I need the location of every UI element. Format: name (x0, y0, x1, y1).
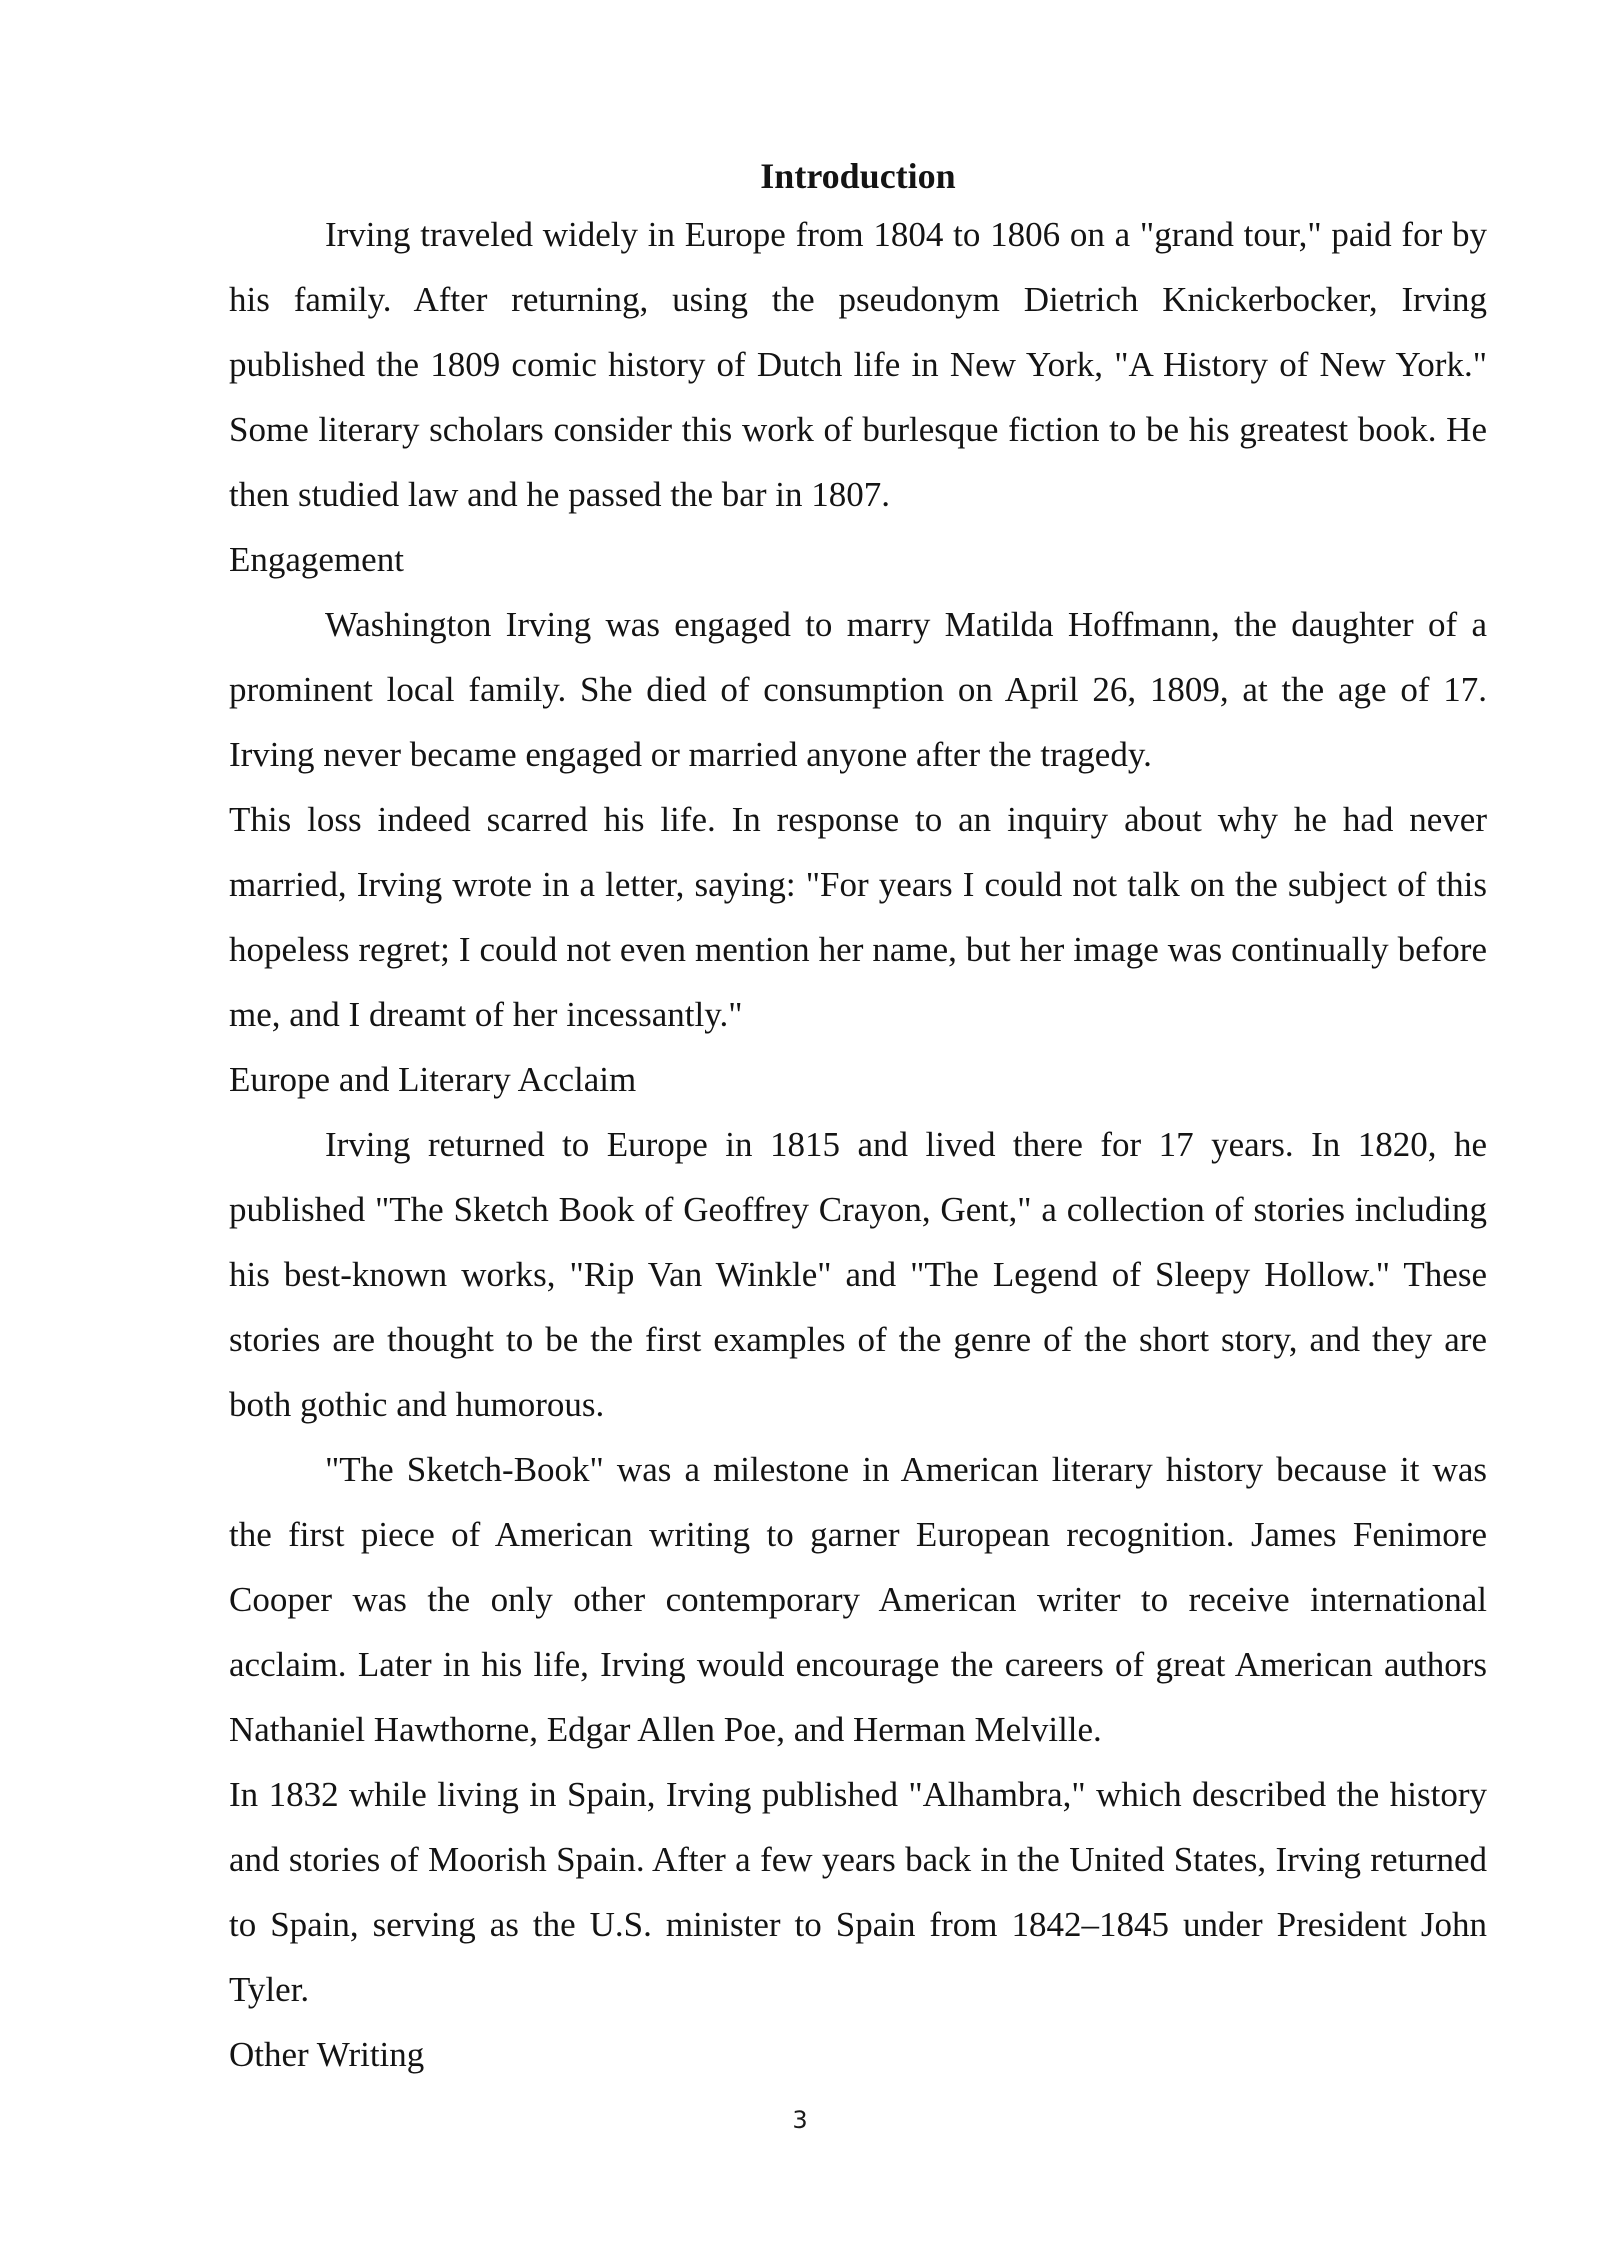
page-number: 3 (792, 2106, 808, 2134)
paragraph-loss: This loss indeed scarred his life. In response to an inquiry about why he had never married, Irving wrote in a letter, saying: "For years I could not talk on the subject of this hopeless regret; I could not even mention her name, but her image was continually before me, and I dreamt of her incessantly." (229, 800, 1487, 1034)
page-title: Introduction (760, 156, 956, 196)
paragraph-alhambra: In 1832 while living in Spain, Irving published "Alhambra," which described the history and stories of Moorish Spain. After a few years back in the United States, Irving returned to Spain, serving as the U.S. minister to Spain from 1842–1845 under President John Tyler. (229, 1775, 1487, 2009)
document-body (229, 150, 1487, 2087)
section-heading-europe: Europe and Literary Acclaim (229, 1060, 637, 1099)
section-heading-other-writing: Other Writing (229, 2035, 425, 2074)
paragraph-return-to-europe: Irving returned to Europe in 1815 and lived there for 17 years. In 1820, he published "The Sketch Book of Geoffrey Crayon, Gent," a collection of stories including his best-known works, "Rip Van Winkle" and "The Legend of Sleepy Hollow." These stories are thought to be the first examples of the genre of the short story, and they are both gothic and humorous. (229, 1125, 1487, 1424)
paragraph-engagement: Washington Irving was engaged to marry Matilda Hoffmann, the daughter of a prominent local family. She died of consumption on April 26, 1809, at the age of 17. Irving never became engaged or married anyone after the tragedy. (229, 605, 1487, 774)
section-heading-engagement: Engagement (229, 540, 404, 579)
paragraph-sketch-book: "The Sketch-Book" was a milestone in American literary history because it was the first piece of American writing to garner European recognition. James Fenimore Cooper was the only other contemporary American writer to receive international acclaim. Later in his life, Irving would encourage the careers of great American authors Nathaniel Hawthorne, Edgar Allen Poe, and Herman Melville. (229, 1450, 1487, 1749)
paragraph-grand-tour: Irving traveled widely in Europe from 1804 to 1806 on a "grand tour," paid for by his family. After returning, using the pseudonym Dietrich Knickerbocker, Irving published the 1809 comic history of Dutch life in New York, "A History of New York." Some literary scholars consider this work of burlesque fiction to be his greatest book. He then studied law and he passed the bar in 1807. (229, 215, 1487, 514)
